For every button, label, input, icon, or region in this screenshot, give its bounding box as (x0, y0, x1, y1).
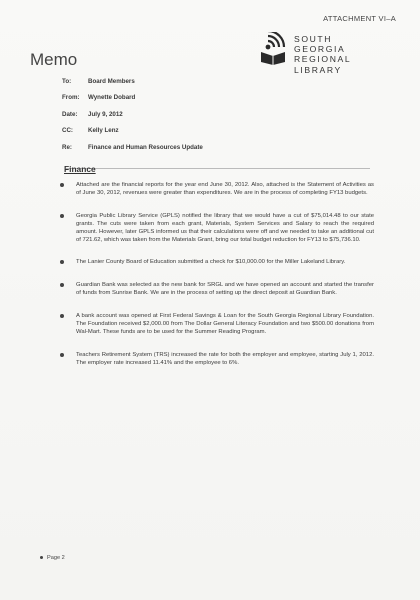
bullet-icon (60, 314, 64, 318)
bullet-icon (40, 556, 43, 559)
re-label: Re: (62, 143, 72, 151)
date-label: Date: (62, 110, 78, 118)
section-divider (66, 168, 370, 169)
list-item-text: A bank account was opened at First Federal Savings & Loan for the South Georgia Regional Library Foundation. The Foundation received $2,000.00 from The Dollar General Literacy Foundation and two $500.00 donations from Wal-Mart. These funds are to be used for the Summer Reading Program. (76, 313, 374, 335)
list-item-text: Attached are the financial reports for the year end June 30, 2012. Also, attached is the Statement of Activities as of June 30, 2012, revenues were greater than expenditures. We are in the process of completing FY13 budgets. (76, 182, 374, 196)
page-number: Page 2 (47, 555, 65, 561)
cc-label: CC: (62, 127, 73, 135)
bullet-icon (60, 214, 64, 218)
logo-line: REGIONAL (294, 54, 352, 65)
list-item-text: Guardian Bank was selected as the new bank for SRGL and we have opened an account and started the transfer of funds from Sunrise Bank. We are in the process of setting up the direct deposit at Guardian Bank. (76, 282, 374, 297)
list-item (60, 282, 374, 298)
library-book-wifi-icon (258, 32, 292, 66)
list-item-text: Georgia Public Library Service (GPLS) notified the library that we would have a cut of $75,014.48 to our state grants. The cuts were taken from each grant, Materials, System Services and Salary to reach the required amount. However, later GPLS informed us that their calculations were off and we needed to take an additional cut of 721.62, which was taken from the Materials Grant, bring our total budget reduction for FY13 to $75,736.10. (76, 212, 374, 243)
list-item-text: The Lanier County Board of Education submitted a check for $10,000.00 for the Miller Lakeland Library. (76, 259, 346, 266)
bullet-icon (60, 283, 64, 287)
to-label: To: (62, 78, 72, 85)
logo-line: SOUTH (294, 34, 333, 44)
attachment-label: ATTACHMENT VI–A (323, 14, 396, 23)
to-value: Board Members (88, 78, 135, 85)
library-logo (258, 32, 406, 90)
list-item (60, 352, 374, 368)
bullet-list (60, 182, 374, 383)
page-footer (40, 555, 65, 561)
list-item (60, 259, 374, 267)
list-item (60, 182, 374, 198)
list-item (60, 313, 374, 337)
re-value: Finance and Human Resources Update (88, 143, 203, 151)
bullet-icon (60, 260, 64, 264)
from-value: Wynette Dobard (88, 94, 136, 102)
logo-line: GEORGIA (294, 44, 346, 55)
logo-line: LIBRARY (294, 64, 342, 75)
memo-title: Memo (30, 50, 78, 69)
section-title: Finance (64, 164, 96, 174)
bullet-icon (60, 353, 64, 357)
from-label: From: (62, 94, 80, 102)
cc-value: Kelly Lenz (88, 127, 119, 135)
logo-text (294, 34, 351, 75)
list-item (60, 213, 374, 245)
date-value: July 9, 2012 (88, 110, 123, 118)
list-item-text: Teachers Retirement System (TRS) increased the rate for both the employer and employee, starting July 1, 2012. The employer rate increased 11.41% and the employee to 6%. (76, 351, 374, 366)
bullet-icon (60, 183, 64, 187)
